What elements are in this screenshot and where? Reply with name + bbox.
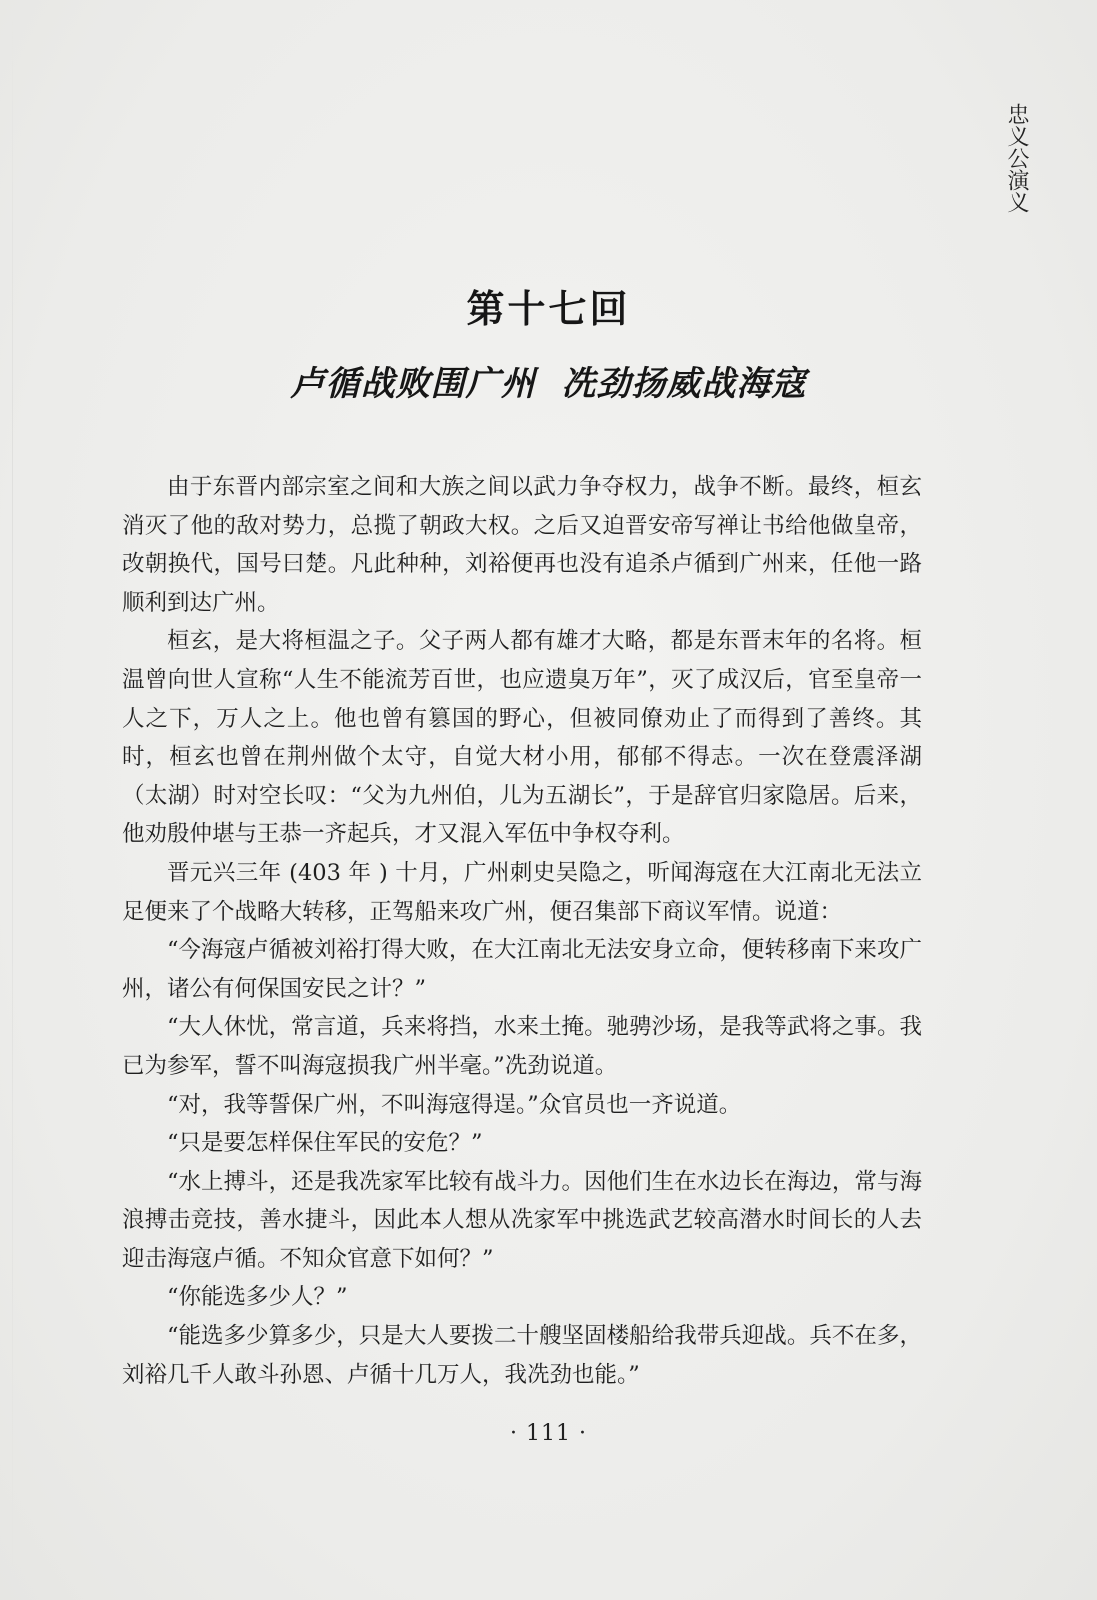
paragraph: “大人休忧，常言道，兵来将挡，水来土掩。驰骋沙场，是我等武将之事。我已为参军，誓不叫海寇损我广州半毫。”冼劲说道。: [122, 1014, 922, 1079]
scan-margin-shadow: [12, 0, 13, 1600]
paragraph: 由于东晋内部宗室之间和大族之间以武力争夺权力，战争不断。最终，桓玄消灭了他的敌对势力，总揽了朝政大权。之后又迫晋安帝写禅让书给他做皇帝，改朝换代，国号曰楚。凡此种种，刘裕便再也没有追杀卢循到广州来，任他一路顺利到达广州。: [122, 474, 922, 616]
paragraph: “你能选多少人？”: [167, 1284, 348, 1311]
paragraph: “水上搏斗，还是我冼家军比较有战斗力。因他们生在水边长在海边，常与海浪搏击竞技，善水捷斗，因此本人想从冼家军中挑选武艺较高潜水时间长的人去迎击海寇卢循。不知众官意下如何？”: [122, 1168, 922, 1272]
paragraph: “今海寇卢循被刘裕打得大败，在大江南北无法安身立命，便转移南下来攻广州，诸公有何保国安民之计？”: [122, 937, 922, 1002]
running-head: 忠义公演义: [1004, 103, 1029, 213]
chapter-number: 第十七回: [466, 286, 631, 331]
body-text: [122, 468, 922, 1394]
paragraph: “只是要怎样保住军民的安危？”: [167, 1130, 483, 1157]
paragraph: 晋元兴三年 (403 年 ) 十月，广州刺史吴隐之，听闻海寇在大江南北无法立足便来了个战略大转移，正驾船来攻广州，便召集部下商议军情。说道：: [122, 859, 922, 925]
paragraph: “能选多少算多少，只是大人要拨二十艘坚固楼船给我带兵迎战。兵不在多，刘裕几千人敢斗孙恩、卢循十几万人，我冼劲也能。”: [122, 1323, 922, 1388]
page-number: · 111 ·: [510, 1421, 587, 1446]
paragraph: 桓玄，是大将桓温之子。父子两人都有雄才大略，都是东晋末年的名将。桓温曾向世人宣称“人生不能流芳百世，也应遗臭万年”，灭了成汉后，官至皇帝一人之下，万人之上。他也曾有篡国的野心，但被同僚劝止了而得到了善终。其时，桓玄也曾在荆州做个太守，自觉大材小用，郁郁不得志。一次在登震泽湖（太湖）时对空长叹：“父为九州伯，儿为五湖长”，于是辞官归家隐居。后来，他劝殷仲堪与王恭一齐起兵，才又混入军伍中争权夺利。: [122, 628, 922, 848]
chapter-title: 卢循战败围广州 冼劲扬威战海寇: [290, 364, 807, 404]
paragraph: “对，我等誓保广州，不叫海寇得逞。”众官员也一齐说道。: [167, 1091, 742, 1118]
